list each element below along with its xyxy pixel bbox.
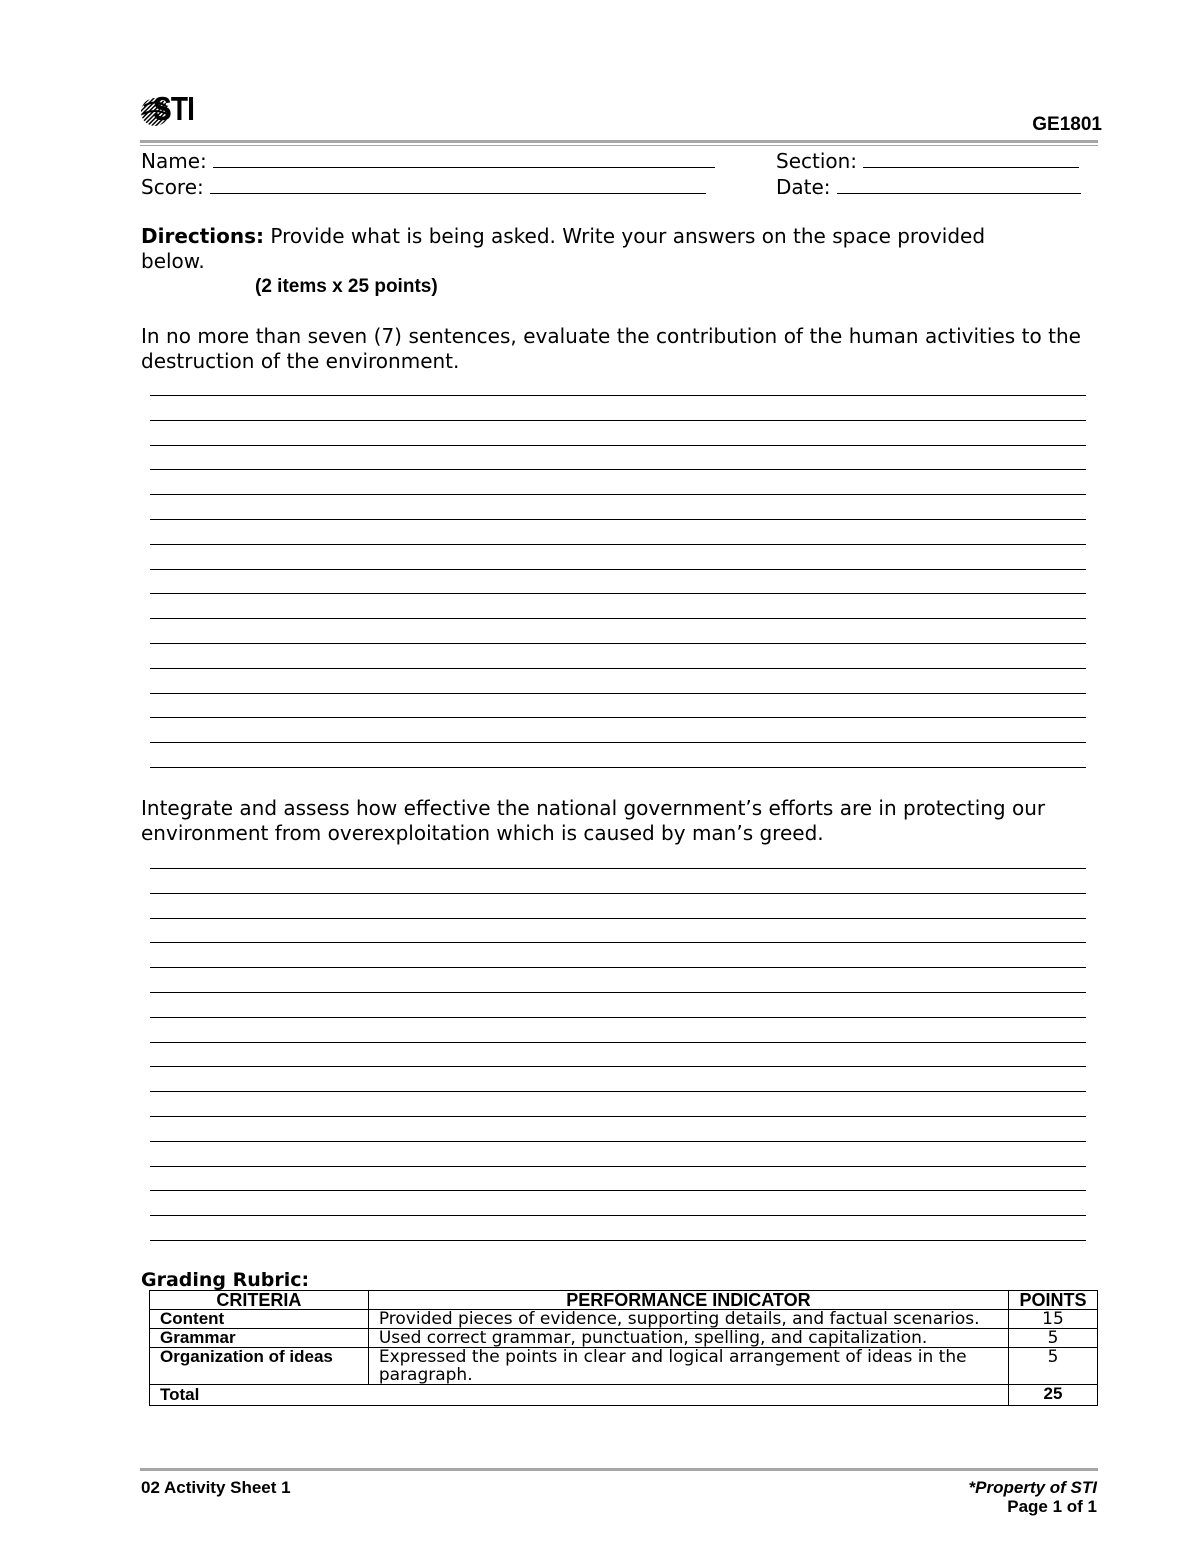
answer-line[interactable] <box>150 967 1086 968</box>
rubric-row <box>150 1310 1098 1329</box>
directions-text: Provide what is being asked. Write your answers on the space provided below. <box>141 224 986 273</box>
answer-line[interactable] <box>150 1240 1086 1241</box>
date-label: Date: <box>776 175 831 199</box>
answer-line[interactable] <box>150 544 1086 545</box>
logo-text: STI <box>153 90 195 127</box>
answer-line[interactable] <box>150 717 1086 718</box>
sheet-name: 02 Activity Sheet 1 <box>141 1478 291 1497</box>
score-label: Score: <box>141 175 204 199</box>
score-field <box>141 173 706 199</box>
course-code: GE1801 <box>1032 114 1102 135</box>
answer-line[interactable] <box>150 469 1086 470</box>
question-1: In no more than seven (7) sentences, evaluate the contribution of the human activities to the destruction of the environment. <box>141 324 1081 373</box>
rubric-points: 15 <box>1009 1310 1098 1329</box>
answer-line[interactable] <box>150 593 1086 594</box>
answer-line[interactable] <box>150 992 1086 993</box>
answer-line[interactable] <box>150 643 1086 644</box>
directions-label: Directions: <box>141 224 265 248</box>
answer-line[interactable] <box>150 420 1086 421</box>
answer-line[interactable] <box>150 668 1086 669</box>
answer-line[interactable] <box>150 942 1086 943</box>
header-rule <box>140 140 1098 146</box>
rubric-points: 5 <box>1009 1329 1098 1348</box>
rubric-total-points: 25 <box>1009 1385 1098 1406</box>
answer-line[interactable] <box>150 1190 1086 1191</box>
answer-line[interactable] <box>150 1042 1086 1043</box>
answer-line[interactable] <box>150 868 1086 869</box>
rubric-row <box>150 1348 1098 1385</box>
answer-line[interactable] <box>150 618 1086 619</box>
answer-line[interactable] <box>150 893 1086 894</box>
rubric-total-label: Total <box>150 1385 1009 1406</box>
answer-line[interactable] <box>150 519 1086 520</box>
answer-line[interactable] <box>150 742 1086 743</box>
answer-line[interactable] <box>150 1116 1086 1117</box>
question-2: Integrate and assess how effective the national government’s efforts are in protecting our environment from overexploitation which is caused by man’s greed. <box>141 796 1046 845</box>
rubric-header-row <box>150 1291 1098 1310</box>
answer-line[interactable] <box>150 445 1086 446</box>
property-note: *Property of STI <box>968 1478 1097 1497</box>
date-field <box>776 173 1081 199</box>
points-header: POINTS <box>1009 1291 1098 1310</box>
page-number: Page 1 of 1 <box>1007 1497 1097 1516</box>
answer-line[interactable] <box>150 1091 1086 1092</box>
name-label: Name: <box>141 149 207 173</box>
footer-rule <box>140 1468 1098 1471</box>
answer-line[interactable] <box>150 1166 1086 1167</box>
rubric-indicator: Provided pieces of evidence, supporting details, and factual scenarios. <box>368 1310 1008 1329</box>
answer-line[interactable] <box>150 1141 1086 1142</box>
score-input-line[interactable] <box>210 173 706 194</box>
rubric-criteria: Content <box>150 1310 369 1329</box>
answer-line[interactable] <box>150 395 1086 396</box>
section-input-line[interactable] <box>863 147 1079 168</box>
sti-logo <box>140 90 210 130</box>
points-note: (2 items x 25 points) <box>255 276 438 297</box>
answer-line[interactable] <box>150 918 1086 919</box>
rubric-points: 5 <box>1009 1348 1098 1385</box>
section-field <box>776 147 1079 173</box>
name-field <box>141 147 715 173</box>
rubric-title: Grading Rubric: <box>141 1269 310 1291</box>
rubric-total-row <box>150 1385 1098 1406</box>
rubric-indicator: Expressed the points in clear and logical arrangement of ideas in the paragraph. <box>368 1348 1008 1385</box>
answer-line[interactable] <box>150 693 1086 694</box>
criteria-header: CRITERIA <box>150 1291 369 1310</box>
answer-line[interactable] <box>150 1066 1086 1067</box>
name-input-line[interactable] <box>213 147 715 168</box>
answer-line[interactable] <box>150 767 1086 768</box>
rubric-row <box>150 1329 1098 1348</box>
answer-line[interactable] <box>150 494 1086 495</box>
date-input-line[interactable] <box>837 173 1081 194</box>
section-label: Section: <box>776 149 858 173</box>
answer-line[interactable] <box>150 1215 1086 1216</box>
rubric-criteria: Grammar <box>150 1329 369 1348</box>
indicator-header: PERFORMANCE INDICATOR <box>368 1291 1008 1310</box>
answer-line[interactable] <box>150 1017 1086 1018</box>
rubric-table <box>149 1290 1098 1406</box>
answer-line[interactable] <box>150 569 1086 570</box>
rubric-criteria: Organization of ideas <box>150 1348 369 1385</box>
directions <box>141 224 1051 274</box>
rubric-indicator: Used correct grammar, punctuation, spelling, and capitalization. <box>368 1329 1008 1348</box>
